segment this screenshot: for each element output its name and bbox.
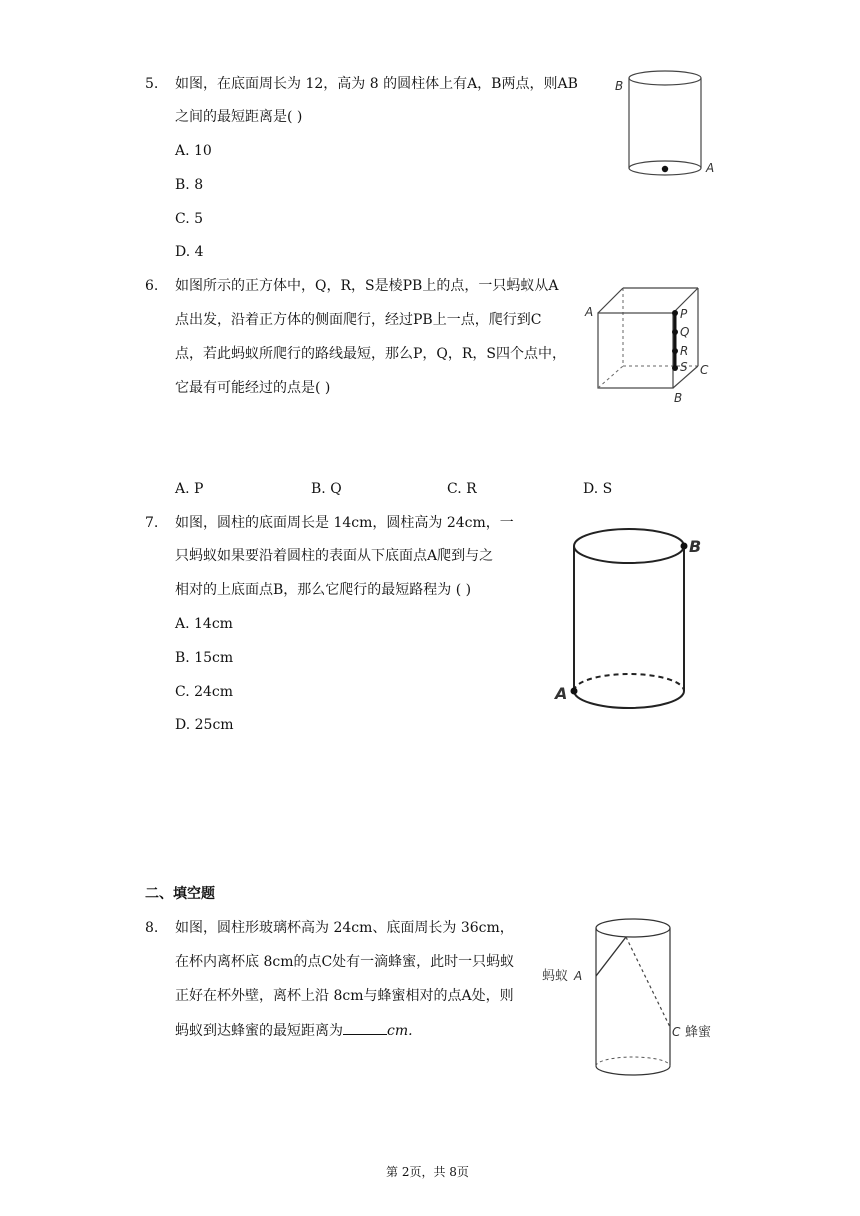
q6-label-r: R <box>680 344 689 358</box>
q6-option-a: A. P <box>175 481 204 497</box>
q6-text-line2: 点出发，沿着正方体的侧面爬行，经过PB上一点，爬行到C <box>175 312 542 328</box>
q6-label-c: C <box>700 363 709 377</box>
answer-blank <box>343 1020 387 1035</box>
q7-label-b: B <box>689 537 702 556</box>
q6-cube-figure <box>583 278 723 408</box>
q8-text-line1: 如图，圆柱形玻璃杯高为 24cm、底面周长为 36cm， <box>175 920 514 936</box>
q7-text-line3: 相对的上底面点B，那么它爬行的最短路程为 ( ) <box>175 582 472 598</box>
section-title: 二、填空题 <box>145 886 215 902</box>
q8-cup-figure <box>538 912 724 1084</box>
q7-option-d: D. 25cm <box>175 717 234 733</box>
q6-label-a: A <box>585 305 594 319</box>
q7-option-a: A. 14cm <box>175 616 233 632</box>
q5-label-a: A <box>706 161 715 175</box>
q5-option-c: C. 5 <box>175 211 204 227</box>
q5-number: 5. <box>145 76 159 92</box>
q6-option-c: C. R <box>447 481 477 497</box>
q7-cylinder-figure <box>550 515 710 720</box>
q8-label-ant: 蚂蚁 <box>542 969 569 984</box>
q6-text-line4: 它最有可能经过的点是( ) <box>175 380 331 396</box>
q8-text-line2: 在杯内离杯底 8cm的点C处有一滴蜂蜜，此时一只蚂蚁 <box>175 954 515 970</box>
q7-text-line1: 如图，圆柱的底面周长是 14cm，圆柱高为 24cm，一 <box>175 515 514 531</box>
q8-text-line4-start: 蚂蚁到达蜂蜜的最短距离为 <box>175 1023 343 1039</box>
q6-label-p: P <box>680 307 688 321</box>
q6-text-line3: 点，若此蚂蚁所爬行的路线最短，那么P，Q，R，S四个点中， <box>175 346 567 362</box>
q6-label-b: B <box>674 391 683 405</box>
q6-label-q: Q <box>680 325 690 339</box>
q8-label-a: A <box>574 969 583 983</box>
q8-number: 8. <box>145 920 159 936</box>
q8-text-line4 <box>175 1020 413 1041</box>
q5-cylinder-figure <box>605 64 725 184</box>
q6-option-b: B. Q <box>311 481 342 497</box>
q7-text-line2: 只蚂蚁如果要沿着圆柱的表面从下底面点A爬到与之 <box>175 548 494 564</box>
q5-option-d: D. 4 <box>175 244 204 260</box>
q7-option-b: B. 15cm <box>175 650 234 666</box>
q7-number: 7. <box>145 515 159 531</box>
q6-label-s: S <box>680 360 688 374</box>
q8-label-honey: 蜂蜜 <box>685 1025 712 1040</box>
q6-text-line1: 如图所示的正方体中，Q，R，S是棱PB上的点，一只蚂蚁从A <box>175 278 559 294</box>
q5-label-b: B <box>615 79 624 93</box>
q6-number: 6. <box>145 278 159 294</box>
q8-label-c: C <box>672 1025 681 1039</box>
q6-option-d: D. S <box>583 481 613 497</box>
q5-text-line1: 如图，在底面周长为 12，高为 8 的圆柱体上有A，B两点，则AB <box>175 76 578 92</box>
q8-text-line3: 正好在杯外壁，离杯上沿 8cm与蜂蜜相对的点A处，则 <box>175 988 514 1004</box>
page-footer: 第 2页，共 8页 <box>386 1165 469 1179</box>
q8-unit: cm. <box>387 1023 413 1039</box>
q5-option-a: A. 10 <box>175 143 212 159</box>
q5-option-b: B. 8 <box>175 177 204 193</box>
q7-option-c: C. 24cm <box>175 684 234 700</box>
q7-label-a: A <box>555 684 568 703</box>
q5-text-line2: 之间的最短距离是( ) <box>175 109 303 125</box>
